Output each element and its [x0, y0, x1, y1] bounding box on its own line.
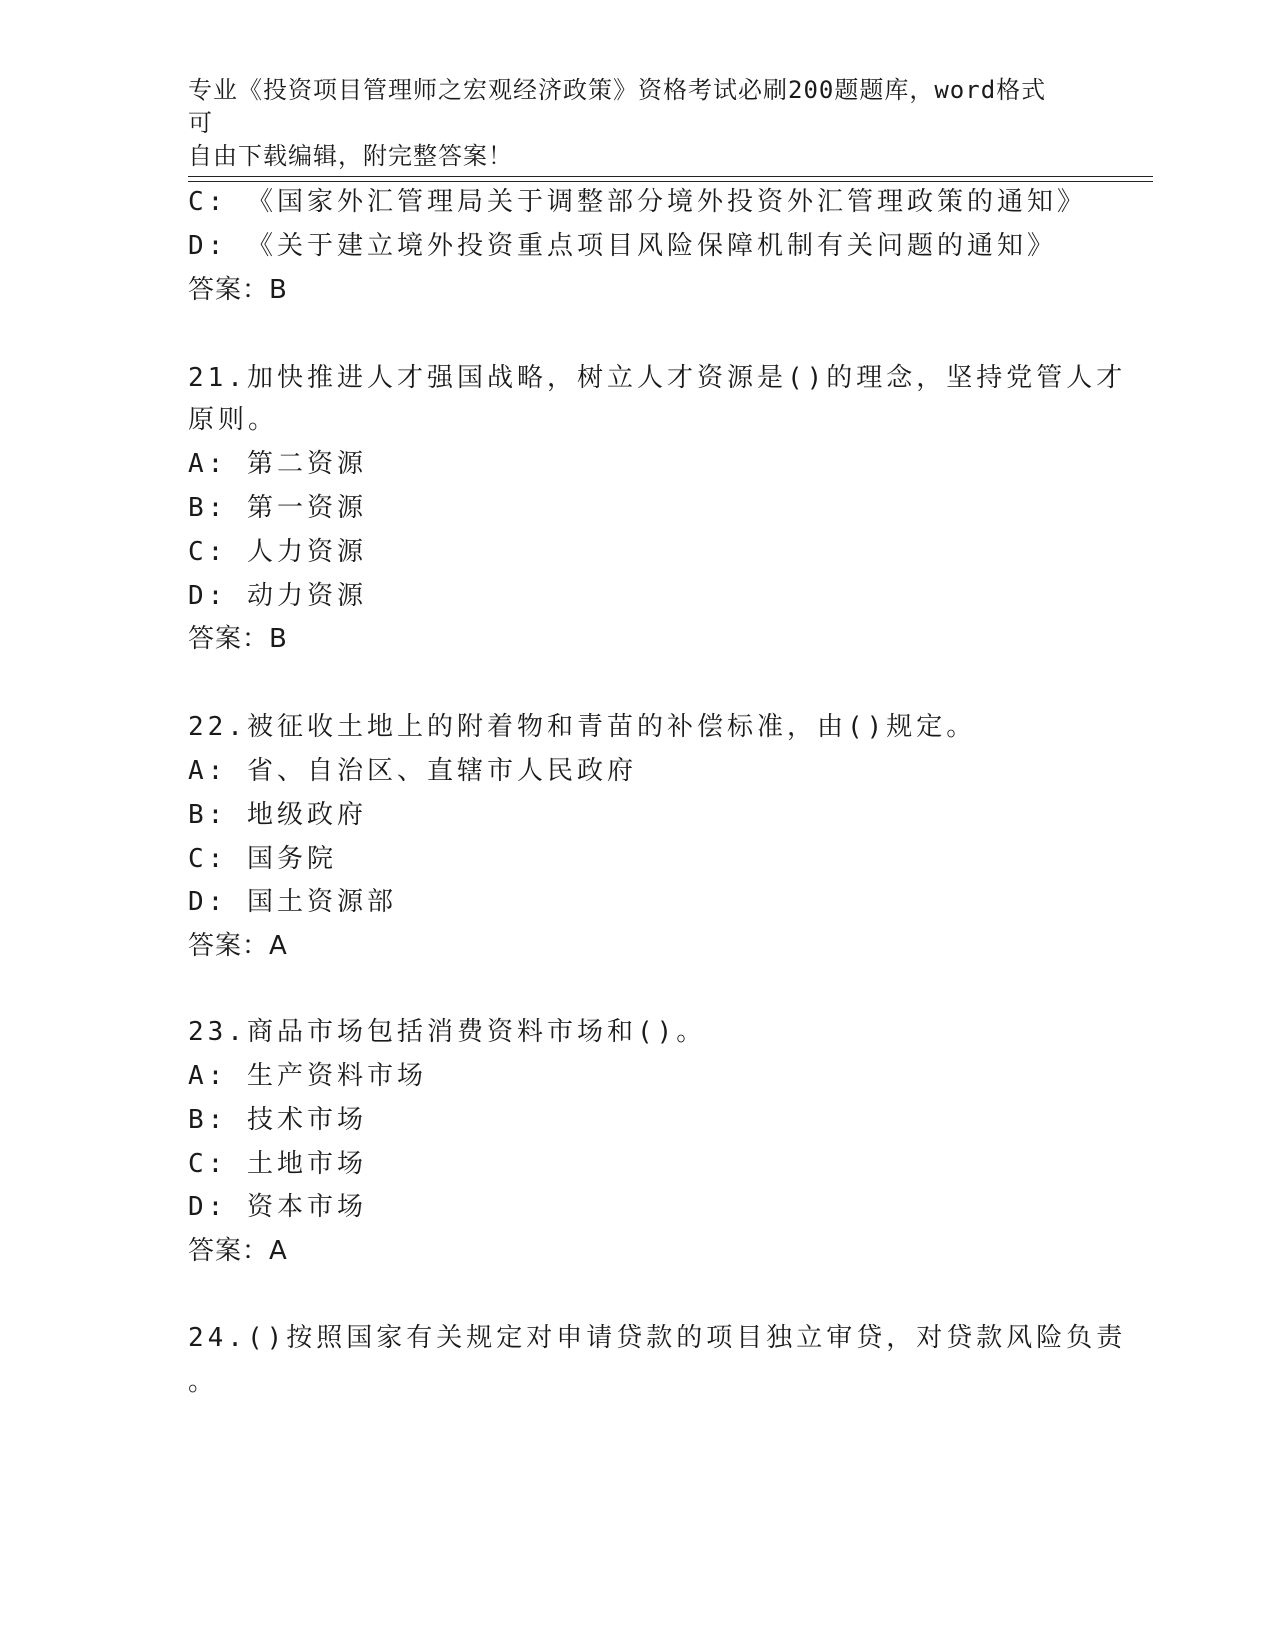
header-divider-bottom: [188, 181, 1153, 182]
q22-option-c: C: 国务院: [188, 844, 337, 874]
q21-option-b: B: 第一资源: [188, 493, 367, 523]
q23-option-c: C: 土地市场: [188, 1149, 367, 1179]
q23-option-b: B: 技术市场: [188, 1105, 367, 1135]
q20-option-c: C: 《国家外汇管理局关于调整部分境外投资外汇管理政策的通知》: [188, 187, 1087, 217]
q23-stem: 23.商品市场包括消费资料市场和()。: [188, 1017, 707, 1047]
q23-option-a: A: 生产资料市场: [188, 1061, 427, 1091]
q20-answer: 答案：B: [188, 275, 288, 305]
q20-option-d: D: 《关于建立境外投资重点项目风险保障机制有关问题的通知》: [188, 231, 1057, 261]
q21-option-c: C: 人力资源: [188, 537, 367, 567]
q22-option-a: A: 省、自治区、直辖市人民政府: [188, 756, 637, 786]
document-header: [188, 74, 1068, 173]
header-line-2: 自由下载编辑，附完整答案！: [188, 142, 513, 170]
q22-option-d: D: 国土资源部: [188, 887, 397, 917]
q24-stem-line-1: 24.()按照国家有关规定对申请贷款的项目独立审贷，对贷款风险负责: [188, 1323, 1127, 1353]
q21-answer: 答案：B: [188, 624, 288, 654]
q21-stem-line-1: 21.加快推进人才强国战略，树立人才资源是()的理念，坚持党管人才: [188, 363, 1127, 393]
q23-option-d: D: 资本市场: [188, 1192, 367, 1222]
q22-option-b: B: 地级政府: [188, 800, 367, 830]
q21-option-d: D: 动力资源: [188, 581, 367, 611]
q22-stem: 22.被征收土地上的附着物和青苗的补偿标准，由()规定。: [188, 712, 977, 742]
header-line-1: 专业《投资项目管理师之宏观经济政策》资格考试必刷200题题库，word格式可: [188, 76, 1047, 137]
q21-option-a: A: 第二资源: [188, 449, 367, 479]
header-divider-top: [188, 176, 1153, 177]
q23-answer: 答案：A: [188, 1236, 288, 1266]
q21-stem-line-2: 原则。: [188, 405, 279, 435]
q22-answer: 答案：A: [188, 931, 288, 961]
q24-stem-line-2: 。: [188, 1367, 219, 1397]
